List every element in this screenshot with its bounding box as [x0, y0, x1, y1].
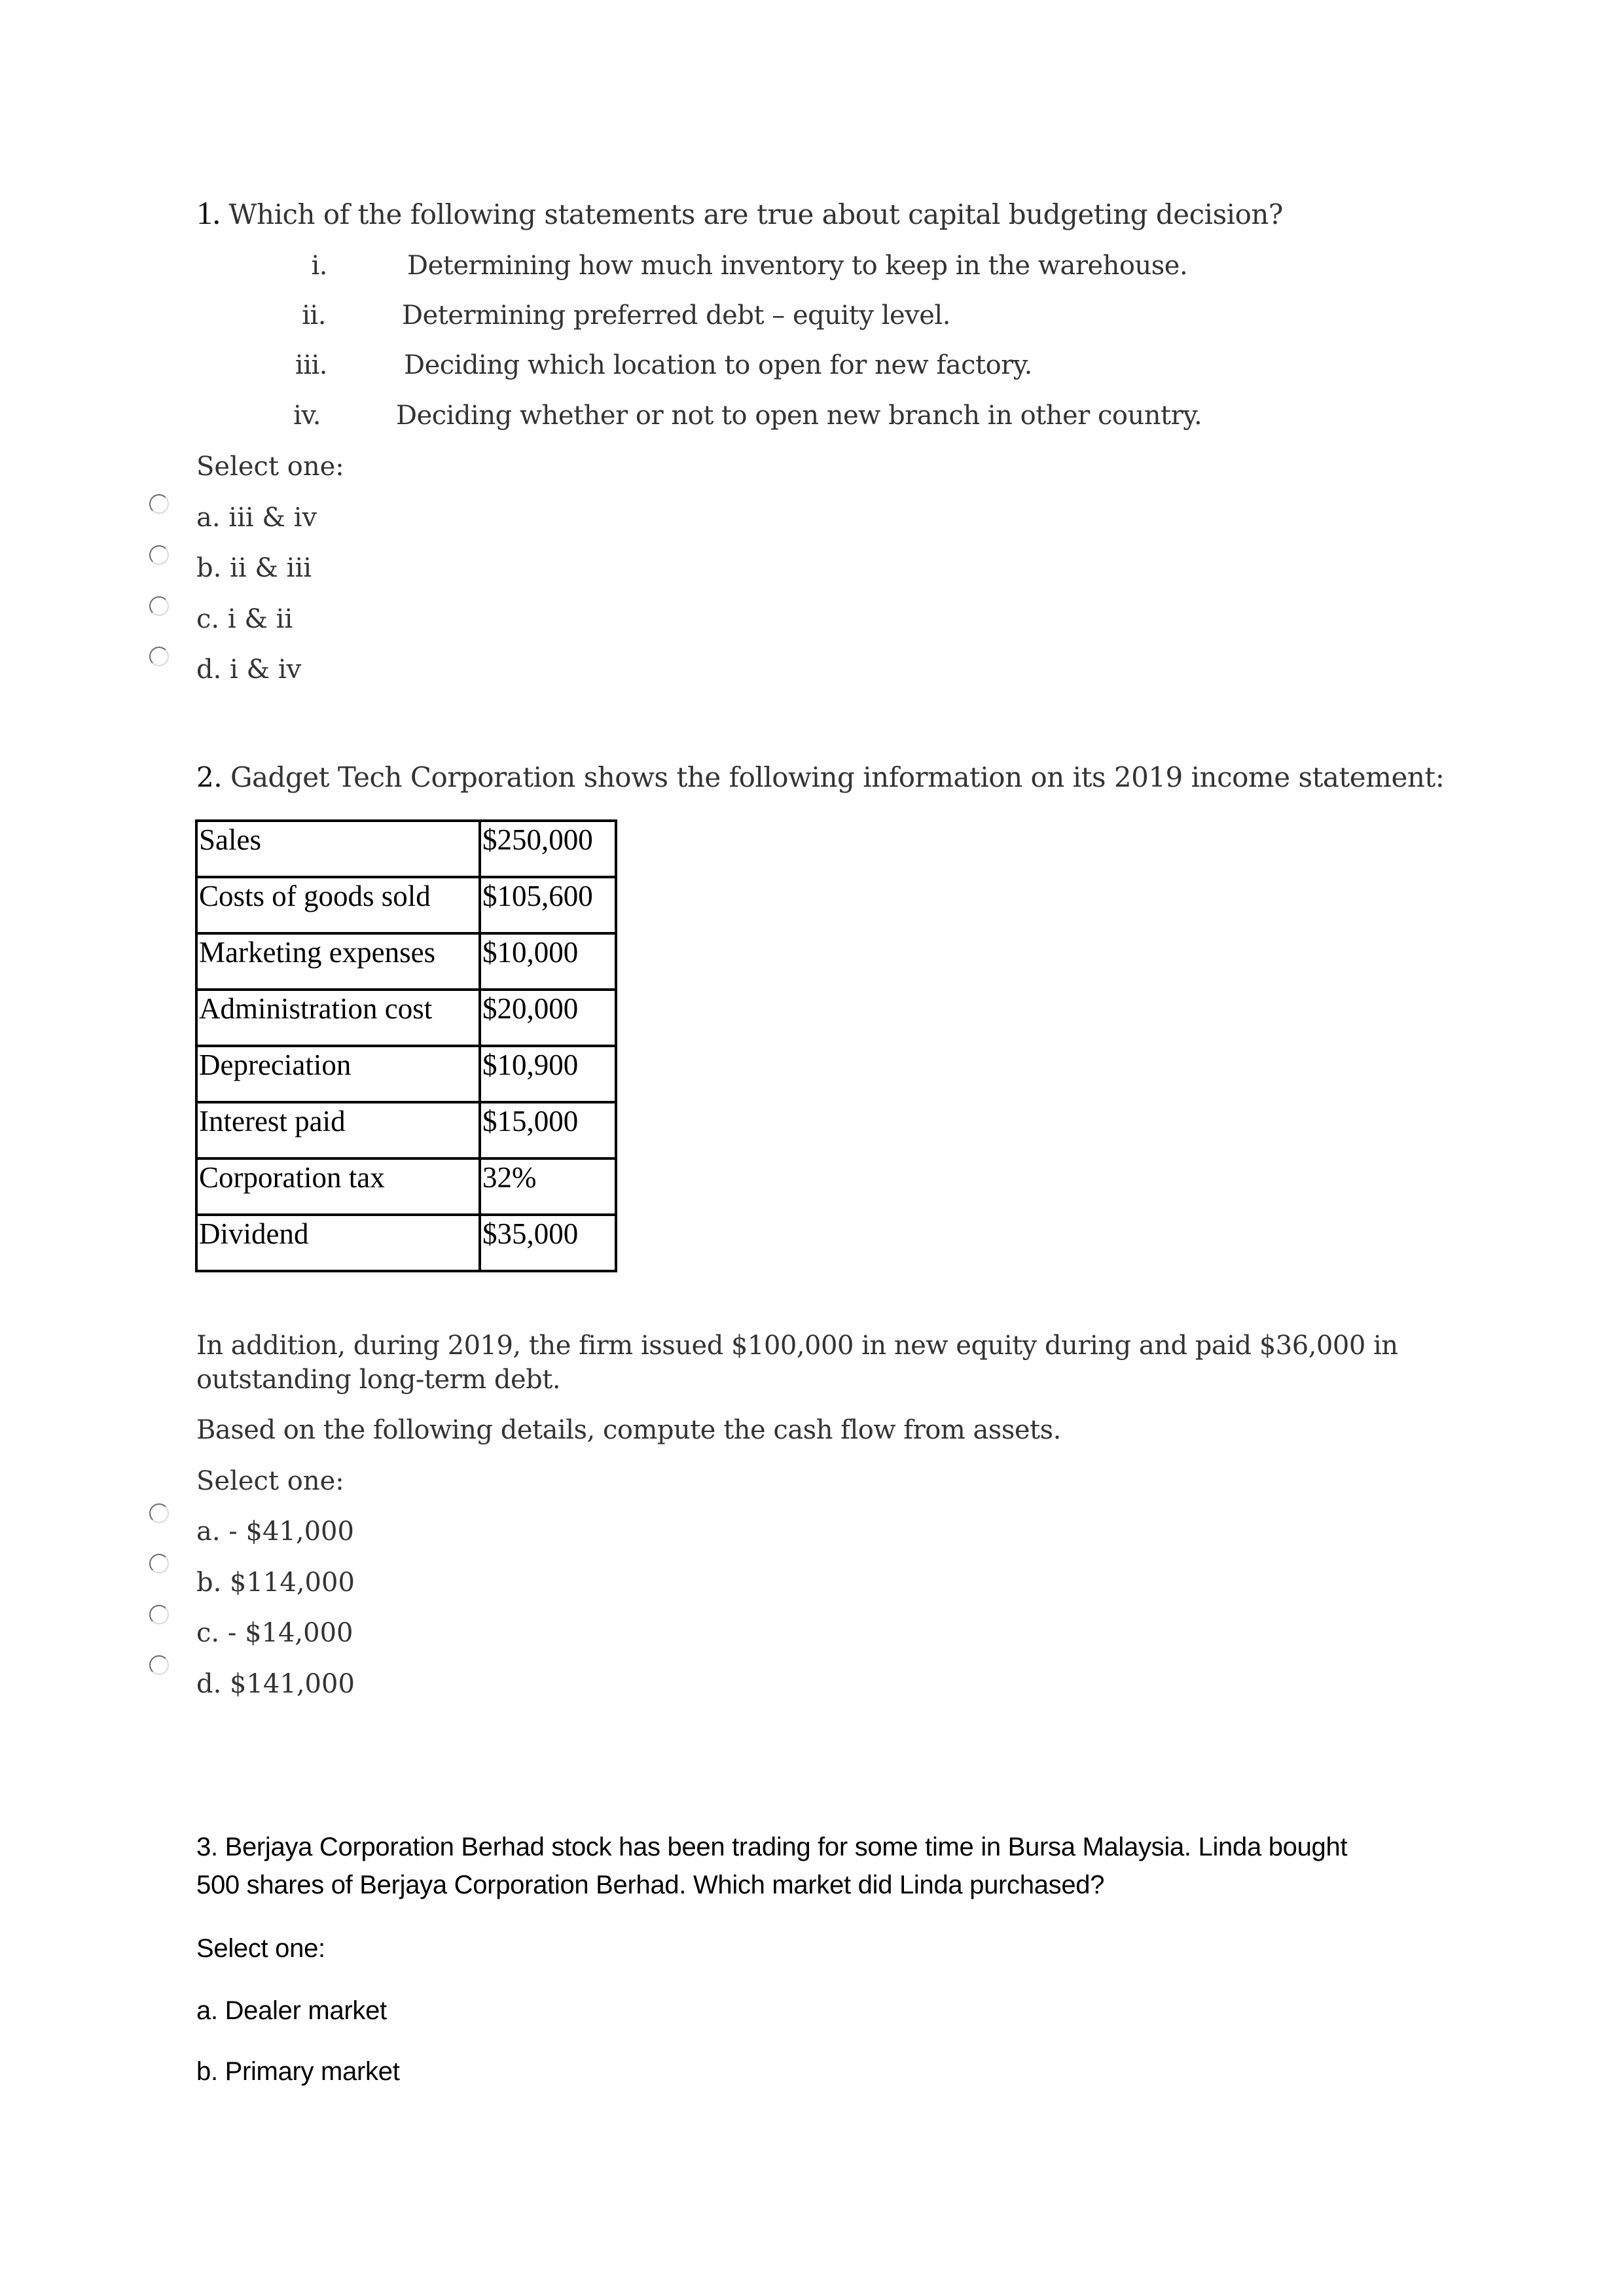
question-2-prompt: [196, 761, 1444, 793]
row-label: Corporation tax: [196, 1158, 480, 1215]
statement-text: Deciding which location to open for new factory.: [404, 350, 1032, 380]
question-1-option-a[interactable]: a. iii & iv: [196, 503, 317, 533]
question-1-prompt: [196, 194, 1283, 232]
question-2-select-label: Select one:: [196, 1466, 344, 1496]
question-2-instruction: Based on the following details, compute the cash flow from assets.: [196, 1415, 1061, 1445]
table-row: [196, 877, 616, 933]
question-2-option-d[interactable]: d. $141,000: [196, 1669, 355, 1699]
question-2-option-b[interactable]: b. $114,000: [196, 1568, 355, 1598]
statement-numeral: ii.: [302, 300, 326, 331]
question-2-option-c-radio[interactable]: [149, 1605, 169, 1624]
row-value: $10,900: [480, 1046, 616, 1102]
table-row: [196, 821, 616, 877]
question-1-option-c-radio[interactable]: [149, 596, 169, 616]
table-row: [196, 1046, 616, 1102]
row-label: Dividend: [196, 1215, 480, 1271]
question-1-option-d[interactable]: d. i & iv: [196, 655, 302, 685]
statement-ii: [0, 300, 1624, 333]
question-2-option-a-radio[interactable]: [149, 1503, 169, 1523]
row-label: Sales: [196, 821, 480, 877]
question-2-option-d-radio[interactable]: [149, 1655, 169, 1675]
statement-i: [0, 251, 1624, 283]
question-2-option-b-radio[interactable]: [149, 1554, 169, 1573]
row-value: $105,600: [480, 877, 616, 933]
statement-iii: [0, 350, 1624, 383]
table-row: [196, 990, 616, 1046]
row-value: $20,000: [480, 990, 616, 1046]
question-3-option-a[interactable]: a. Dealer market: [196, 1996, 387, 2025]
question-1-number: 1.: [196, 194, 221, 231]
question-2-paragraph-line-1: In addition, during 2019, the firm issued $100,000 in new equity during and paid $36,000 in: [196, 1331, 1398, 1361]
statement-text: Determining how much inventory to keep in the warehouse.: [407, 251, 1188, 281]
row-value: $250,000: [480, 821, 616, 877]
row-value: $10,000: [480, 933, 616, 990]
income-statement-table: [195, 819, 617, 1272]
row-label: Costs of goods sold: [196, 877, 480, 933]
question-3-prompt-line-1: 3. Berjaya Corporation Berhad stock has been trading for some time in Bursa Malaysia. Linda bought: [196, 1833, 1348, 1861]
question-2-number: 2.: [196, 761, 223, 793]
statement-numeral: i.: [311, 251, 327, 281]
row-label: Interest paid: [196, 1102, 480, 1158]
statement-numeral: iv.: [293, 401, 321, 431]
table-row: [196, 1215, 616, 1271]
question-3-option-b[interactable]: b. Primary market: [196, 2057, 400, 2086]
row-label: Administration cost: [196, 990, 480, 1046]
question-1-option-b[interactable]: b. ii & iii: [196, 553, 312, 583]
question-1-select-label: Select one:: [196, 452, 344, 482]
question-1-option-b-radio[interactable]: [149, 545, 169, 565]
row-label: Marketing expenses: [196, 933, 480, 990]
statement-text: Determining preferred debt – equity level.: [402, 300, 950, 331]
statement-iv: [0, 401, 1624, 433]
question-3-select-label: Select one:: [196, 1934, 325, 1963]
row-value: 32%: [480, 1158, 616, 1215]
table-row: [196, 933, 616, 990]
row-label: Depreciation: [196, 1046, 480, 1102]
statement-text: Deciding whether or not to open new branch in other country.: [396, 401, 1202, 431]
question-1-option-d-radio[interactable]: [149, 647, 169, 666]
table-row: [196, 1102, 616, 1158]
question-1-text: Which of the following statements are true about capital budgeting decision?: [228, 198, 1283, 230]
statement-numeral: iii.: [295, 350, 327, 380]
question-2-paragraph-line-2: outstanding long-term debt.: [196, 1365, 561, 1395]
row-value: $35,000: [480, 1215, 616, 1271]
question-2-option-a[interactable]: a. - $41,000: [196, 1516, 354, 1547]
question-2-text: Gadget Tech Corporation shows the following information on its 2019 income statement:: [230, 761, 1445, 793]
table-row: [196, 1158, 616, 1215]
question-3-prompt-line-2: 500 shares of Berjaya Corporation Berhad. Which market did Linda purchased?: [196, 1871, 1105, 1899]
question-1-option-c[interactable]: c. i & ii: [196, 604, 293, 634]
question-1-option-a-radio[interactable]: [149, 494, 169, 514]
question-2-option-c[interactable]: c. - $14,000: [196, 1618, 353, 1648]
row-value: $15,000: [480, 1102, 616, 1158]
